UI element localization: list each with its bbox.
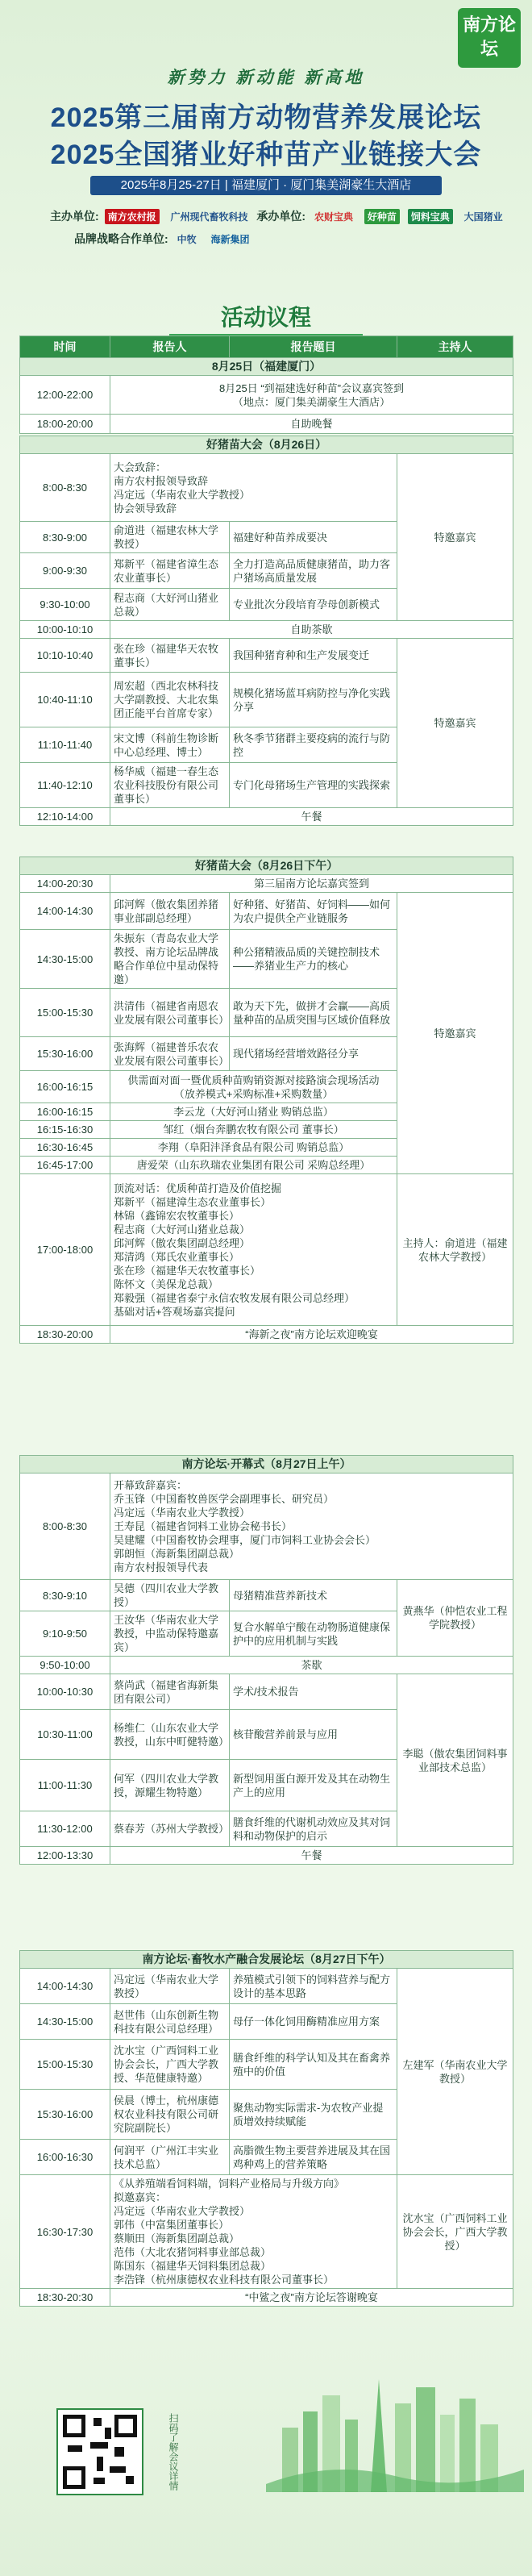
content-cell: 唐爱荣（山东玖瑞农业集团有限公司 采购总经理） [110, 1157, 397, 1174]
table-row [20, 621, 513, 639]
speaker-cell: 何润平（广州江丰实业技术总监） [110, 2140, 230, 2175]
topic-cell: 秋冬季节猪群主要疫病的流行与防控 [230, 727, 397, 763]
speaker-cell: 程志商（大好河山猪业总裁） [110, 589, 230, 621]
time-cell: 14:30-15:00 [20, 2004, 110, 2040]
topic-cell: 母猪精准营养新技术 [230, 1580, 397, 1611]
content-cell: “中鲨之夜”南方论坛答谢晚宴 [110, 2289, 513, 2307]
table-row [20, 1657, 513, 1674]
topic-cell: 学术/技术报告 [230, 1674, 397, 1710]
table-row [20, 415, 513, 434]
time-cell: 18:00-20:00 [20, 415, 110, 434]
time-cell: 11:40-12:10 [20, 763, 110, 808]
time-cell: 8:00-8:30 [20, 1473, 110, 1580]
host-cell: 李聪（傲农集团饲料事业部技术总监） [397, 1674, 513, 1847]
section-title-row [20, 1951, 513, 1969]
topic-cell: 专门化母猪场生产管理的实践探索 [230, 763, 397, 808]
speaker-cell: 冯定远（华南农业大学教授） [110, 1969, 230, 2004]
time-cell: 10:40-11:10 [20, 673, 110, 727]
time-cell: 16:00-16:15 [20, 1071, 110, 1103]
time-cell: 16:00-16:15 [20, 1103, 110, 1121]
time-cell: 14:00-14:30 [20, 893, 110, 930]
agenda-table-day2-afternoon [19, 857, 513, 1344]
section-title-row [20, 436, 513, 454]
col-time: 时间 [20, 336, 110, 358]
organizer-logo-3: 饲料宝典 [408, 209, 453, 224]
speaker-cell: 周宏超（西北农林科技大学副教授、大北农集团正能平台首席专家） [110, 673, 230, 727]
topic-cell: 聚焦动物实际需求-为农牧产业提质增效持续赋能 [230, 2090, 397, 2140]
time-cell: 12:00-13:30 [20, 1847, 110, 1865]
content-cell: 午餐 [110, 808, 513, 826]
content-cell: 李翔（阜阳沣泽食品有限公司 购销总监） [110, 1139, 397, 1157]
host-cell: 主持人：俞道进（福建农林大学教授） [397, 1174, 513, 1326]
content-cell: 自助茶歇 [110, 621, 513, 639]
brand-logo-1: 中牧 [177, 234, 197, 245]
col-host: 主持人 [397, 336, 513, 358]
sponsor-label: 主办单位: [50, 210, 99, 223]
agenda-heading: 活动议程 [0, 300, 532, 336]
forum-logo: 南方论坛 [458, 8, 521, 68]
content-cell: 邹红（烟台奔鹏农牧有限公司 董事长） [110, 1121, 397, 1139]
speaker-cell: 洪清伟（福建省南恩农业发展有限公司董事长） [110, 989, 230, 1037]
time-cell: 14:00-20:30 [20, 875, 110, 893]
host-cell: 特邀嘉宾 [397, 893, 513, 1174]
table-row [20, 1580, 513, 1611]
main-title-1: 2025第三届南方动物营养发展论坛 [50, 102, 482, 133]
speaker-cell: 王汝华（华南农业大学教授，中监动保特邀嘉宾） [110, 1611, 230, 1657]
speaker-cell: 朱振东（青岛农业大学教授、南方论坛品牌战略合作单位中星动保特邀） [110, 930, 230, 989]
speaker-cell: 吴德（四川农业大学教授） [110, 1580, 230, 1611]
content-cell: 李云龙（大好河山猪业 购销总监） [110, 1103, 397, 1121]
topic-cell: 养殖模式引领下的饲料营养与配方设计的基本思路 [230, 1969, 397, 2004]
table-header-row [20, 336, 513, 358]
section-title-row [20, 358, 513, 376]
agenda-table-day2-morning [19, 436, 513, 826]
sponsor-line [50, 208, 501, 224]
col-topic: 报告题目 [230, 336, 397, 358]
speaker-cell: 张海辉（福建普乐农农业发展有限公司董事长） [110, 1037, 230, 1071]
topic-cell: 敢为天下先，做拼才会赢——高质量种苗的品质突围与区域价值释放 [230, 989, 397, 1037]
time-cell: 16:45-17:00 [20, 1157, 110, 1174]
table-row [20, 893, 513, 930]
host-cell: 沈水宝（广西饲料工业协会会长，广西大学教授） [397, 2175, 513, 2289]
speaker-cell: 沈水宝（广西饲料工业协会会长，广西大学教授、华范健康特邀） [110, 2040, 230, 2090]
time-cell: 9:30-10:00 [20, 589, 110, 621]
speaker-cell: 邱河辉（傲农集团养猪事业部副总经理） [110, 893, 230, 930]
speaker-cell: 蔡春芳（苏州大学教授） [110, 1811, 230, 1847]
table-row [20, 1473, 513, 1580]
host-cell: 左建军（华南农业大学教授） [397, 1969, 513, 2175]
speaker-cell: 宋文博（科前生物诊断中心总经理、博士） [110, 727, 230, 763]
speaker-cell: 赵世伟（山东创新生物科技有限公司总经理） [110, 2004, 230, 2040]
time-cell: 11:10-11:40 [20, 727, 110, 763]
time-cell: 8:00-8:30 [20, 454, 110, 522]
section-title: 好猪苗大会（8月26日） [20, 436, 513, 454]
time-cell: 9:00-9:30 [20, 553, 110, 589]
content-cell: 供需面对面一暨优质种苗购销资源对接路演会现场活动 （放养模式+采购标准+采购数量） [110, 1071, 397, 1103]
table-row [20, 454, 513, 522]
topic-cell: 全力打造高品质健康猪苗，助力客户猪场高质量发展 [230, 553, 397, 589]
time-cell: 14:00-14:30 [20, 1969, 110, 2004]
topic-cell: 新型饲用蛋白源开发及其在动物生产上的应用 [230, 1760, 397, 1811]
table-row [20, 1969, 513, 2004]
content-cell: 自助晚餐 [110, 415, 513, 434]
time-cell: 14:30-15:00 [20, 930, 110, 989]
main-title-2: 2025全国猪业好种苗产业链接大会 [50, 140, 482, 170]
qr-caption: 扫码了解会议详情 [168, 2413, 179, 2491]
time-cell: 18:30-20:00 [20, 1326, 110, 1344]
speaker-cell: 大会致辞： 南方农村报领导致辞 冯定远（华南农业大学教授） 协会领导致辞 [110, 454, 397, 522]
date-venue-bar: 2025年8月25-27日 | 福建厦门 · 厦门集美湖豪生大酒店 [90, 176, 442, 195]
section-title: 南方论坛·畜牧水产融合发展论坛（8月27日下午） [20, 1951, 513, 1969]
qr-code[interactable] [56, 2408, 143, 2495]
table-row [20, 2175, 513, 2289]
table-row [20, 376, 513, 415]
table-row [20, 1174, 513, 1326]
topic-cell: 规模化猪场蓝耳病防控与净化实践分享 [230, 673, 397, 727]
table-row [20, 808, 513, 826]
col-speaker: 报告人 [110, 336, 230, 358]
speaker-cell: 何军（四川农业大学教授，源耀生物特邀） [110, 1760, 230, 1811]
time-cell: 9:10-9:50 [20, 1611, 110, 1657]
speaker-cell: 俞道进（福建农林大学教授） [110, 522, 230, 553]
time-cell: 15:30-16:00 [20, 1037, 110, 1071]
organizer-logo-2: 好种苗 [364, 209, 400, 224]
time-cell: 10:30-11:00 [20, 1710, 110, 1760]
table-row [20, 1847, 513, 1865]
time-cell: 9:50-10:00 [20, 1657, 110, 1674]
topic-cell: 膳食纤维的代谢机动效应及其对饲料和动物保护的启示 [230, 1811, 397, 1847]
speaker-cell: 郑新平（福建省漳生态农业董事长） [110, 553, 230, 589]
section-title: 8月25日（福建厦门） [20, 358, 513, 376]
content-cell: 《从养殖端看饲料端，饲料产业格局与升级方向》 拟邀嘉宾： 冯定远（华南农业大学教授） 郭伟（中富集团董事长） 蔡顺田（海新集团副总裁） 范伟（大北农猪饲料事业部总裁） 陈国东（福建华天饲料集团总裁） 李浩锋（杭州康德权农业科技有限公司董事长） [110, 2175, 397, 2289]
time-cell: 17:00-18:00 [20, 1174, 110, 1326]
content-cell: 8月25日 “到福建选好种苗”会议嘉宾签到 （地点：厦门集美湖豪生大酒店） [110, 376, 513, 415]
time-cell: 10:10-10:40 [20, 639, 110, 673]
content-cell: “海新之夜”南方论坛欢迎晚宴 [110, 1326, 513, 1344]
host-cell: 黄燕华（仲恺农业工程学院教授） [397, 1580, 513, 1657]
speaker-cell: 蔡尚武（福建省海新集团有限公司） [110, 1674, 230, 1710]
topic-cell: 高脂微生物主要营养进展及其在国鸡种鸡上的营养策略 [230, 2140, 397, 2175]
time-cell: 15:30-16:00 [20, 2090, 110, 2140]
host-cell: 特邀嘉宾 [397, 639, 513, 808]
time-cell: 16:30-17:30 [20, 2175, 110, 2289]
topic-cell: 现代猪场经营增效路径分享 [230, 1037, 397, 1071]
content-cell: 午餐 [110, 1847, 513, 1865]
content-cell: 茶歇 [110, 1657, 513, 1674]
topic-cell: 专业批次分段培育孕母创新模式 [230, 589, 397, 621]
agenda-table-day3-afternoon [19, 1950, 513, 2307]
time-cell: 16:15-16:30 [20, 1121, 110, 1139]
section-title: 南方论坛·开幕式（8月27日上午） [20, 1456, 513, 1473]
topic-cell: 膳食纤维的科学认知及其在畜禽养殖中的价值 [230, 2040, 397, 2090]
slogan: 新势力 新动能 新高地 [167, 69, 365, 87]
topic-cell: 我国种猪育种和生产发展变迁 [230, 639, 397, 673]
brand-label: 品牌战略合作单位: [74, 232, 168, 245]
agenda-table-day3-morning [19, 1455, 513, 1865]
speaker-cell: 侯晨（博士，杭州康德权农业科技有限公司研究院副院长） [110, 2090, 230, 2140]
host-cell: 特邀嘉宾 [397, 454, 513, 621]
organizer-logo-1: 农财宝典 [314, 211, 353, 223]
content-cell: 开幕致辞嘉宾： 乔玉锋（中国畜牧兽医学会副理事长、研究员） 冯定远（华南农业大学教授） 王寿昆（福建省饲料工业协会秘书长） 吴建耀（中国畜牧协会理事，厦门市饲料工业协会会长） 郭朗恒（海新集团副总裁） 南方农村报领导代表 [110, 1473, 513, 1580]
time-cell: 8:30-9:10 [20, 1580, 110, 1611]
time-cell: 16:00-16:30 [20, 2140, 110, 2175]
topic-cell: 核苷酸营养前景与应用 [230, 1710, 397, 1760]
table-row [20, 2289, 513, 2307]
time-cell: 12:10-14:00 [20, 808, 110, 826]
table-row [20, 875, 513, 893]
city-skyline-illustration [266, 2363, 524, 2492]
time-cell: 15:00-15:30 [20, 2040, 110, 2090]
sponsor-logo-1: 南方农村报 [105, 209, 160, 224]
content-cell: 第三届南方论坛嘉宾签到 [110, 875, 513, 893]
brand-logo-2: 海新集团 [210, 234, 250, 245]
speaker-cell: 杨华威（福建一春生态农业科技股份有限公司董事长） [110, 763, 230, 808]
topic-cell: 好种猪、好猪苗、好饲料——如何为农户提供全产业链服务 [230, 893, 397, 930]
brand-partner-line [74, 231, 477, 247]
time-cell: 12:00-22:00 [20, 376, 110, 415]
time-cell: 10:00-10:30 [20, 1674, 110, 1710]
section-title-row [20, 1456, 513, 1473]
section-title: 好猪苗大会（8月26日下午） [20, 857, 513, 875]
topic-cell: 母仔一体化饲用酶精准应用方案 [230, 2004, 397, 2040]
time-cell: 8:30-9:00 [20, 522, 110, 553]
topic-cell: 复合水解单宁酸在动物肠道健康保护中的应用机制与实践 [230, 1611, 397, 1657]
table-row [20, 1326, 513, 1344]
time-cell: 11:30-12:00 [20, 1811, 110, 1847]
table-row [20, 1674, 513, 1710]
speaker-cell: 杨维仁（山东农业大学教授，山东中町健特邀） [110, 1710, 230, 1760]
time-cell: 15:00-15:30 [20, 989, 110, 1037]
organizer-label: 承办单位: [256, 210, 306, 223]
agenda-table-day1 [19, 336, 513, 434]
organizer-logo-4: 大国猪业 [463, 211, 503, 223]
table-row [20, 639, 513, 673]
topic-cell: 福建好种苗养成要决 [230, 522, 397, 553]
speaker-cell: 张在珍（福建华天农牧董事长） [110, 639, 230, 673]
sponsor-logo-2: 广州现代畜牧科技 [170, 211, 248, 223]
section-title-row [20, 857, 513, 875]
time-cell: 10:00-10:10 [20, 621, 110, 639]
topic-cell: 种公猪精液品质的关键控制技术——养猪业生产力的核心 [230, 930, 397, 989]
time-cell: 11:00-11:30 [20, 1760, 110, 1811]
time-cell: 16:30-16:45 [20, 1139, 110, 1157]
time-cell: 18:30-20:30 [20, 2289, 110, 2307]
content-cell: 顶流对话：优质种苗打造及价值挖掘 郑新平（福建漳生态农业董事长） 林锦（鑫锦宏农牧董事长） 程志商（大好河山猪业总裁） 邱河辉（傲农集团副总经理） 郑清鸿（郑氏农业董事长） 张在珍（福建华天农牧董事长） 陈怀文（美保龙总裁） 郑毅强（福建省泰宁永信农牧发展有限公司总经理） 基础对话+答观场嘉宾提问 [110, 1174, 397, 1326]
